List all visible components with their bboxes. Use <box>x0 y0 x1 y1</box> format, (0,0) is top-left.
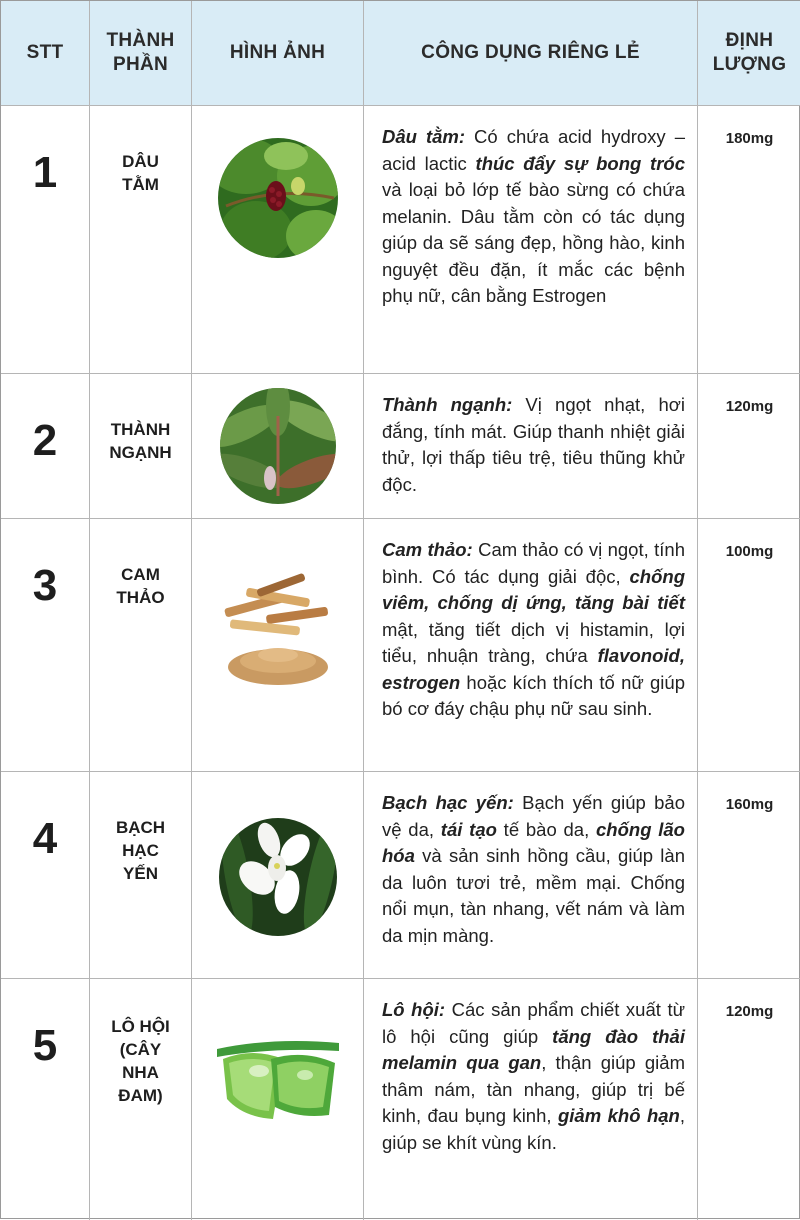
ingredient-image-cell <box>192 106 364 374</box>
ingredient-image-cell <box>192 374 364 519</box>
description-emphasis: Thành ngạnh: <box>382 394 513 415</box>
row-number: 2 <box>1 374 90 519</box>
description-text: hoặc kích thích tố nữ giúp bó cơ đáy chậu phụ nữ sau sinh. <box>382 671 685 719</box>
white-flower-image <box>217 816 339 938</box>
ingredient-name: DÂU TẰM <box>90 106 192 374</box>
description-emphasis: flavonoid, estrogen <box>382 645 685 693</box>
ingredient-dose: 120mg <box>725 1003 774 1020</box>
ingredient-name: LÔ HỘI (CÂY NHA ĐAM) <box>90 979 192 1220</box>
description-text: mật, tăng tiết dịch vị histamin, lợi tiểu, nhuận tràng, chứa <box>382 618 685 666</box>
description-text: , giúp se khít vùng kín. <box>382 1105 685 1153</box>
ingredient-description <box>364 772 698 979</box>
ingredient-image-cell <box>192 772 364 979</box>
ingredient-name: BẠCH HẠC YẾN <box>90 772 192 979</box>
description-emphasis: Cam thảo: <box>382 539 473 560</box>
row-number: 3 <box>1 519 90 772</box>
ingredient-dose: 120mg <box>698 374 800 519</box>
header-dinh-luong: ĐỊNH LƯỢNG <box>698 1 800 106</box>
description-emphasis: tăng đào thải melamin qua gan <box>382 1025 685 1073</box>
description-emphasis: Dâu tằm: <box>382 126 466 147</box>
description-text: Vị ngọt nhạt, hơi đắng, tính mát. Giúp thanh nhiệt giải thử, lợi thấp tiêu trệ, tiêu thũng khử độc. <box>382 394 685 495</box>
description-text: và sản sinh hồng cầu, giúp làn da luôn tươi trẻ, mềm mại. Chống nổi mụn, tàn nhang, vết nám và làm da mịn màng. <box>382 845 685 946</box>
row-number: 4 <box>1 772 90 979</box>
description-emphasis: Bạch hạc yến: <box>382 792 514 813</box>
ingredient-dose: 180mg <box>698 106 800 374</box>
description-text: Các sản phẩm chiết xuất từ lô hội cũng giúp <box>382 999 685 1047</box>
ingredient-image-cell <box>192 979 364 1220</box>
ingredient-dose: 160mg <box>698 772 800 979</box>
description-emphasis: chống viêm, chống dị ứng, tăng bài tiết <box>382 565 685 613</box>
description-text: và loại bỏ lớp tế bào sừng có chứa melanin. Dâu tằm còn có tác dụng giúp da sẽ sáng đẹp, hồng hào, kinh nguyệt đều đặn, ít mắc các bệnh phụ nữ, cân bằng Estrogen <box>382 179 685 306</box>
ingredient-name: CAM THẢO <box>90 519 192 772</box>
header-stt: STT <box>1 1 90 106</box>
ingredient-name: THÀNH NGẠNH <box>90 374 192 519</box>
description-text: , thận giúp giảm thâm nám, tàn nhang, giúp trị bế kinh, đau bụng kinh, <box>382 1052 685 1126</box>
ingredient-description <box>364 374 698 519</box>
header-thanh-phan: THÀNH PHẦN <box>90 1 192 106</box>
description-text: Có chứa acid hydroxy – acid lactic <box>382 126 685 174</box>
description-emphasis: thúc đẩy sự bong tróc <box>475 152 685 174</box>
aloe-vera-image <box>213 1019 343 1129</box>
description-emphasis: giảm khô hạn <box>557 1105 680 1126</box>
row-number: 5 <box>1 979 90 1220</box>
ingredient-description <box>364 979 698 1220</box>
description-emphasis: chống lão hóa <box>382 818 685 866</box>
description-text: Bạch yến giúp bảo vệ da, <box>382 792 685 840</box>
ingredient-description <box>364 106 698 374</box>
ingredient-description <box>364 519 698 772</box>
header-hinh-anh: HÌNH ẢNH <box>192 1 364 106</box>
ingredient-image-cell <box>192 519 364 772</box>
description-text: Cam thảo có vị ngọt, tính bình. Có tác dụng giải độc, <box>382 539 685 587</box>
description-emphasis: tái tạo <box>440 818 497 840</box>
description-emphasis: Lô hội: <box>382 999 446 1020</box>
licorice-root-image <box>216 571 340 695</box>
description-text: tế bào da, <box>496 818 596 840</box>
header-cong-dung: CÔNG DỤNG RIÊNG LẺ <box>364 1 698 106</box>
thanh-nganh-leaf-image <box>218 386 338 506</box>
mulberry-image <box>216 136 340 260</box>
row-number: 1 <box>1 106 90 374</box>
ingredient-dose: 100mg <box>698 519 800 772</box>
